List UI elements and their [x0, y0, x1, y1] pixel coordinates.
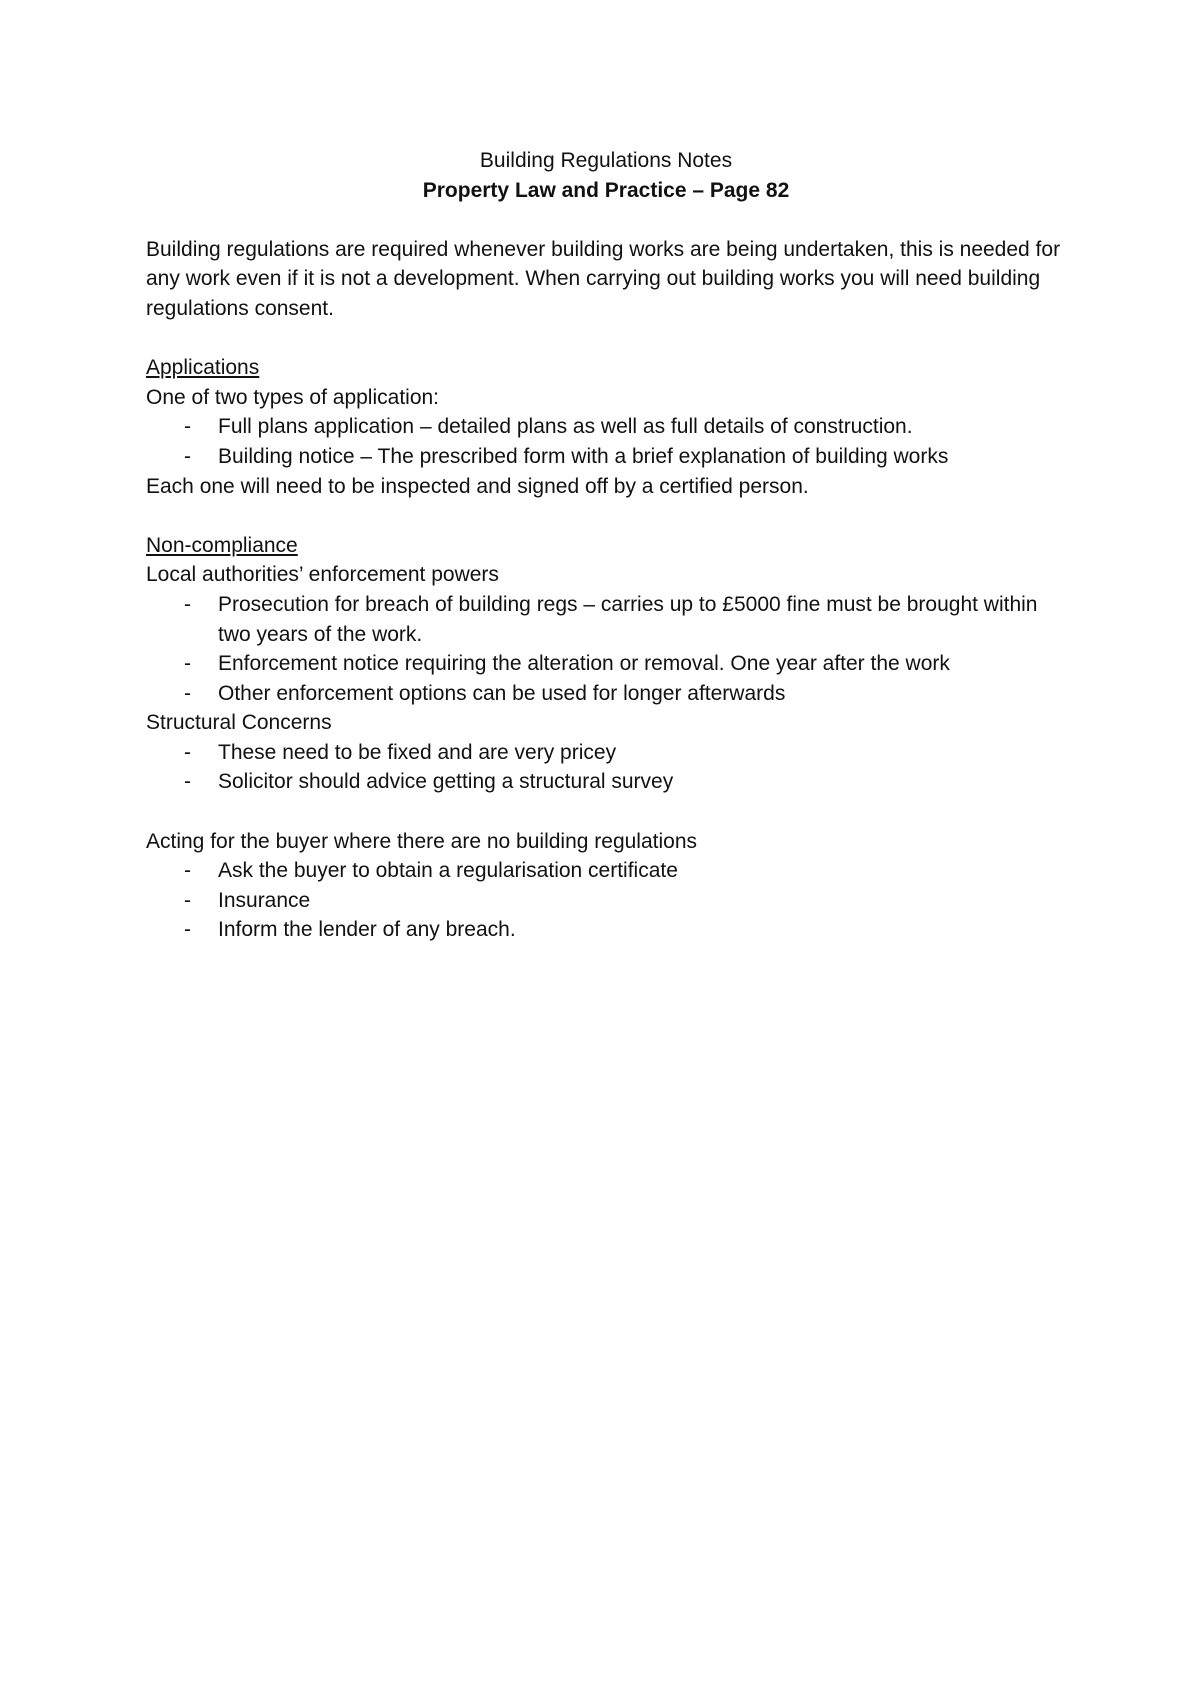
list-item — [146, 590, 1066, 649]
spacer — [146, 324, 1066, 354]
list-item — [146, 767, 1066, 797]
spacer — [146, 501, 1066, 531]
dash-marker: - — [184, 592, 191, 616]
buyer-section-lead: Acting for the buyer where there are no building regulations — [146, 829, 698, 853]
document-subtitle: Property Law and Practice – Page 82 — [422, 178, 790, 202]
list-item-text: Enforcement notice requiring the alteration or removal. One year after the work — [218, 652, 950, 676]
buyer-list — [146, 856, 1066, 945]
applications-heading: Applications — [146, 356, 260, 380]
applications-lead: One of two types of application: — [146, 385, 440, 409]
list-item-text: Ask the buyer to obtain a regularisation certificate — [218, 859, 678, 883]
non-compliance-heading: Non-compliance — [146, 533, 298, 557]
dash-marker: - — [184, 415, 191, 439]
list-item-text: Building notice – The prescribed form with a brief explanation of building works — [218, 444, 949, 468]
list-item-text: Prosecution for breach of building regs – carries up to £5000 fine must be brought within two years of the work. — [218, 592, 1038, 646]
list-item-text: Insurance — [218, 888, 311, 912]
dash-marker: - — [184, 740, 191, 764]
dash-marker: - — [184, 652, 191, 676]
enforcement-powers-list — [146, 590, 1066, 708]
list-item — [146, 886, 1066, 916]
list-item-text: Other enforcement options can be used for longer afterwards — [218, 681, 786, 705]
dash-marker: - — [184, 444, 191, 468]
list-item-text: Solicitor should advice getting a structural survey — [218, 770, 674, 794]
spacer — [146, 797, 1066, 827]
list-item-text: Full plans application – detailed plans as well as full details of construction. — [218, 415, 913, 439]
list-item — [146, 412, 1066, 442]
enforcement-powers-lead: Local authorities’ enforcement powers — [146, 563, 499, 587]
dash-marker: - — [184, 888, 191, 912]
document-body — [146, 146, 1066, 945]
list-item-text: Inform the lender of any breach. — [218, 918, 516, 942]
document-title: Building Regulations Notes — [479, 149, 733, 172]
list-item-text: These need to be fixed and are very pricey — [218, 740, 617, 764]
list-item — [146, 856, 1066, 886]
intro-paragraph: Building regulations are required whenever building works are being undertaken, this is needed for any work even if it is not a development. When carrying out building works you will need building regulations consent. — [146, 237, 1061, 320]
dash-marker: - — [184, 859, 191, 883]
structural-concerns-list — [146, 738, 1066, 797]
list-item — [146, 442, 1066, 472]
spacer — [146, 205, 1066, 235]
list-item — [146, 649, 1066, 679]
structural-concerns-lead: Structural Concerns — [146, 711, 332, 735]
dash-marker: - — [184, 770, 191, 794]
list-item — [146, 738, 1066, 768]
dash-marker: - — [184, 681, 191, 705]
list-item — [146, 915, 1066, 945]
applications-closing: Each one will need to be inspected and signed off by a certified person. — [146, 474, 809, 498]
list-item — [146, 679, 1066, 709]
dash-marker: - — [184, 918, 191, 942]
applications-list — [146, 412, 1066, 471]
